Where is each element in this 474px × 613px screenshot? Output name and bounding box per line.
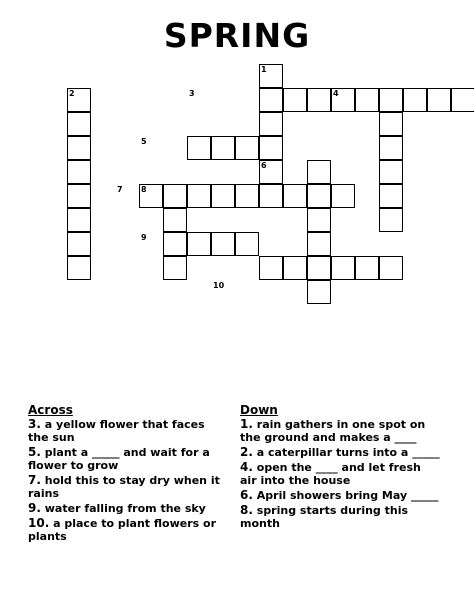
across-heading: Across [28,403,73,417]
grid-cell[interactable] [235,136,259,160]
down-clue-1 [240,418,440,444]
grid-cell[interactable] [187,184,211,208]
clue-text: spring starts during this month [240,504,409,530]
grid-cell[interactable] [259,136,283,160]
cell-number: 7 [117,185,123,194]
grid-cell[interactable] [67,256,91,280]
clue-number: 7. [28,473,41,487]
cell-number: 9 [141,233,147,242]
cell-number: 5 [141,137,147,146]
down-clue-4 [240,461,440,487]
down-clue-2 [240,446,440,459]
grid-cell[interactable] [355,88,379,112]
clue-text: April showers bring May _____ [256,489,439,502]
clue-number: 9. [28,501,41,515]
clue-number: 8. [240,503,253,517]
clue-number: 5. [28,445,41,459]
grid-cell[interactable] [67,232,91,256]
grid-cell[interactable] [67,136,91,160]
grid-cell[interactable] [211,232,235,256]
grid-cell[interactable] [307,232,331,256]
grid-cell[interactable] [307,280,331,304]
cell-number: 6 [261,161,267,170]
clue-text: plant a _____ and wait for a flower to grow [28,446,210,472]
grid-cell[interactable] [283,256,307,280]
across-clue-3 [28,418,224,444]
grid-cell[interactable] [259,88,283,112]
grid-cell[interactable] [259,256,283,280]
down-heading: Down [240,403,278,417]
grid-cell[interactable] [403,88,427,112]
grid-cell[interactable] [451,88,474,112]
clue-text: water falling from the sky [44,502,206,515]
across-clue-10 [28,517,224,543]
grid-cell[interactable] [67,208,91,232]
grid-cell[interactable] [67,112,91,136]
grid-cell[interactable] [283,184,307,208]
clue-text: a caterpillar turns into a _____ [256,446,440,459]
clue-text: hold this to stay dry when it rains [28,474,220,500]
grid-cell[interactable] [307,160,331,184]
grid-cell[interactable] [67,160,91,184]
grid-cell[interactable] [163,208,187,232]
grid-cell[interactable] [427,88,451,112]
grid-cell[interactable] [355,256,379,280]
grid-cell[interactable] [379,256,403,280]
cell-number: 3 [189,89,195,98]
cell-number: 10 [213,281,225,290]
grid-cell[interactable] [379,208,403,232]
grid-cell[interactable] [379,88,403,112]
grid-cell[interactable] [307,88,331,112]
across-clue-9 [28,502,224,515]
grid-cell[interactable] [235,232,259,256]
clue-text: a yellow flower that faces the sun [28,418,205,444]
grid-cell[interactable] [307,208,331,232]
grid-cell[interactable] [379,184,403,208]
cell-number: 8 [141,185,147,194]
grid-cell[interactable] [187,136,211,160]
grid-cell[interactable] [331,256,355,280]
grid-cell[interactable] [163,232,187,256]
cell-number: 2 [69,89,75,98]
grid-cell[interactable] [187,232,211,256]
grid-cell[interactable] [211,184,235,208]
across-clue-5 [28,446,224,472]
clue-text: rain gathers in one spot on the ground and makes a ____ [240,418,426,444]
grid-cell[interactable] [379,136,403,160]
grid-cell[interactable] [67,184,91,208]
across-clues [28,404,224,545]
across-clue-7 [28,474,224,500]
grid-cell[interactable] [283,88,307,112]
down-clues [240,404,440,532]
grid-cell[interactable] [259,184,283,208]
grid-cell[interactable] [307,184,331,208]
grid-cell[interactable] [379,112,403,136]
clue-number: 2. [240,445,253,459]
puzzle-title: SPRING [163,16,311,55]
down-clue-8 [240,504,440,530]
clue-number: 3. [28,417,41,431]
grid-cell[interactable] [331,184,355,208]
grid-cell[interactable] [307,256,331,280]
grid-cell[interactable] [211,136,235,160]
cell-number: 1 [261,65,267,74]
grid-cell[interactable] [163,256,187,280]
grid-cell[interactable] [379,160,403,184]
clue-text: a place to plant flowers or plants [28,517,216,543]
clue-number: 10. [28,516,50,530]
cell-number: 4 [333,89,339,98]
grid-cell[interactable] [163,184,187,208]
clue-number: 4. [240,460,253,474]
clue-text: open the ____ and let fresh air into the house [240,461,421,487]
clue-number: 6. [240,488,253,502]
clue-number: 1. [240,417,253,431]
grid-cell[interactable] [259,112,283,136]
grid-cell[interactable] [235,184,259,208]
down-clue-6 [240,489,440,502]
